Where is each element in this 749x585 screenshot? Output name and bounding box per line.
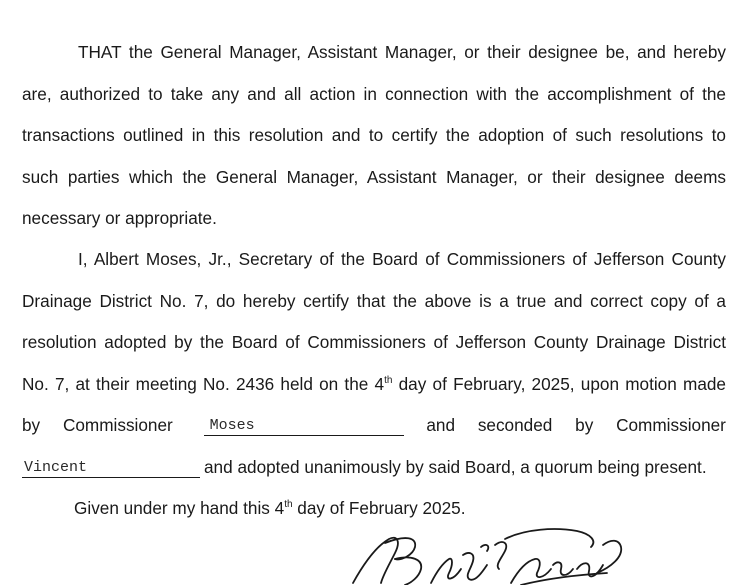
paragraph2-line1: I, Albert Moses, Jr., Secretary of the Board of Commissioners of Jefferson County xyxy=(78,249,726,269)
line4-text-a: No. 7, at their meeting No. 2436 held on the 4 xyxy=(22,374,385,394)
paragraph1-line2: are, authorized to take any and all action in connection with the accomplishment of the xyxy=(22,84,726,104)
paragraph2-line5 xyxy=(22,414,726,436)
given-text-a: Given under my hand this 4 xyxy=(74,498,285,518)
given-superscript: th xyxy=(284,499,293,510)
mover-blank: Moses xyxy=(204,417,404,436)
word-by-2: by xyxy=(575,415,594,435)
word-commissioner-2: Commissioner xyxy=(616,415,726,435)
paragraph1-line1: THAT the General Manager, Assistant Manager, or their designee be, and hereby xyxy=(78,42,726,62)
line4-superscript: th xyxy=(384,375,393,386)
given-text-b: day of February 2025. xyxy=(292,498,466,518)
word-by: by xyxy=(22,415,41,435)
paragraph1-line3: transactions outlined in this resolution and to certify the adoption of such resolutions to xyxy=(22,125,726,145)
given-line xyxy=(22,497,726,519)
word-commissioner: Commissioner xyxy=(62,415,173,435)
paragraph2-line3: resolution adopted by the Board of Commissioners of Jefferson County Drainage District xyxy=(22,332,726,352)
paragraph1-line5: necessary or appropriate. xyxy=(22,208,217,228)
paragraph1-line4: such parties which the General Manager, Assistant Manager, or their designee deems xyxy=(22,167,726,187)
line6-text: and adopted unanimously by said Board, a quorum being present. xyxy=(204,457,707,477)
paragraph2-line4 xyxy=(22,373,726,395)
word-and: and xyxy=(426,415,456,435)
line4-text-b: day of February, 2025, upon motion made xyxy=(392,374,726,394)
paragraph2-line2: Drainage District No. 7, do hereby certify that the above is a true and correct copy of a xyxy=(22,291,726,311)
handwritten-signature-icon xyxy=(345,525,635,585)
seconder-blank: Vincent xyxy=(22,459,200,478)
word-seconded: seconded xyxy=(477,415,553,435)
paragraph2-line6 xyxy=(22,456,726,478)
